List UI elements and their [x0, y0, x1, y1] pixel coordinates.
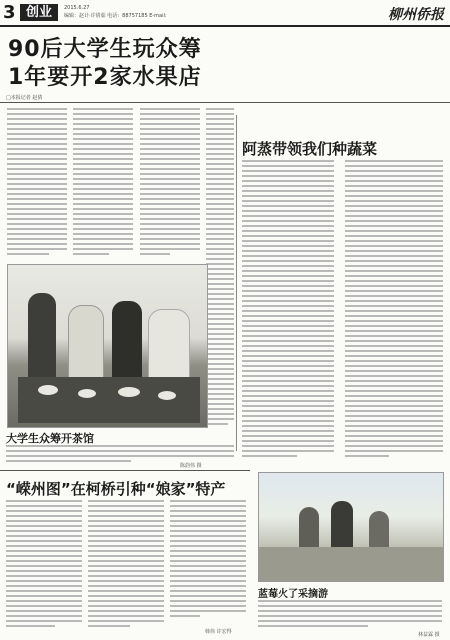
date-line: 2015.6.27 [64, 5, 90, 11]
page-number: 3 [3, 2, 16, 23]
page-header [0, 0, 450, 26]
masthead-logo: 柳州侨报 [388, 7, 444, 23]
bottom-story-credit: 韩伟 许宏得 [205, 629, 232, 635]
blueberry-photo-caption: 蓝莓火了采摘游 [258, 589, 328, 600]
tea-photo-caption-title: 大学生众筹开茶馆 [6, 432, 94, 445]
column-divider [236, 115, 237, 451]
bottom-story-col1 [6, 500, 82, 630]
tea-house-photo [7, 264, 208, 428]
lead-body-col1 [7, 108, 67, 258]
lead-body-col4 [206, 108, 234, 428]
lead-byline: □本报记者 赵倩 [6, 95, 43, 101]
lead-headline-line2: 1年要开2家水果店 [8, 65, 202, 90]
bottom-story-col2 [88, 500, 164, 630]
right-story-col2 [345, 160, 443, 460]
tea-photo-credit: 陈韵伟 摄 [180, 463, 202, 469]
editor-line: 编辑：赵计·许倩茹 电话：88757185 E-mail: [64, 13, 167, 19]
bottom-story-rule [0, 470, 250, 471]
lead-body-col3 [140, 108, 200, 258]
blueberry-caption-text [258, 600, 442, 630]
section-label: 创业 [20, 4, 58, 21]
header-rule [0, 25, 450, 27]
blueberry-photo [258, 472, 444, 582]
right-story-col1 [242, 160, 334, 460]
right-story-title: 阿蒸带领我们种蔬菜 [242, 140, 378, 158]
bottom-story-col3 [170, 500, 246, 620]
bottom-story-title: “嵘州图”在柯桥引种“娘家”特产 [6, 480, 226, 498]
blueberry-photo-credit: 林益霖 摄 [418, 632, 440, 638]
lead-body-col2 [73, 108, 133, 258]
headline-rule [0, 102, 450, 103]
lead-headline-line1: 90后大学生玩众筹 [8, 37, 202, 62]
